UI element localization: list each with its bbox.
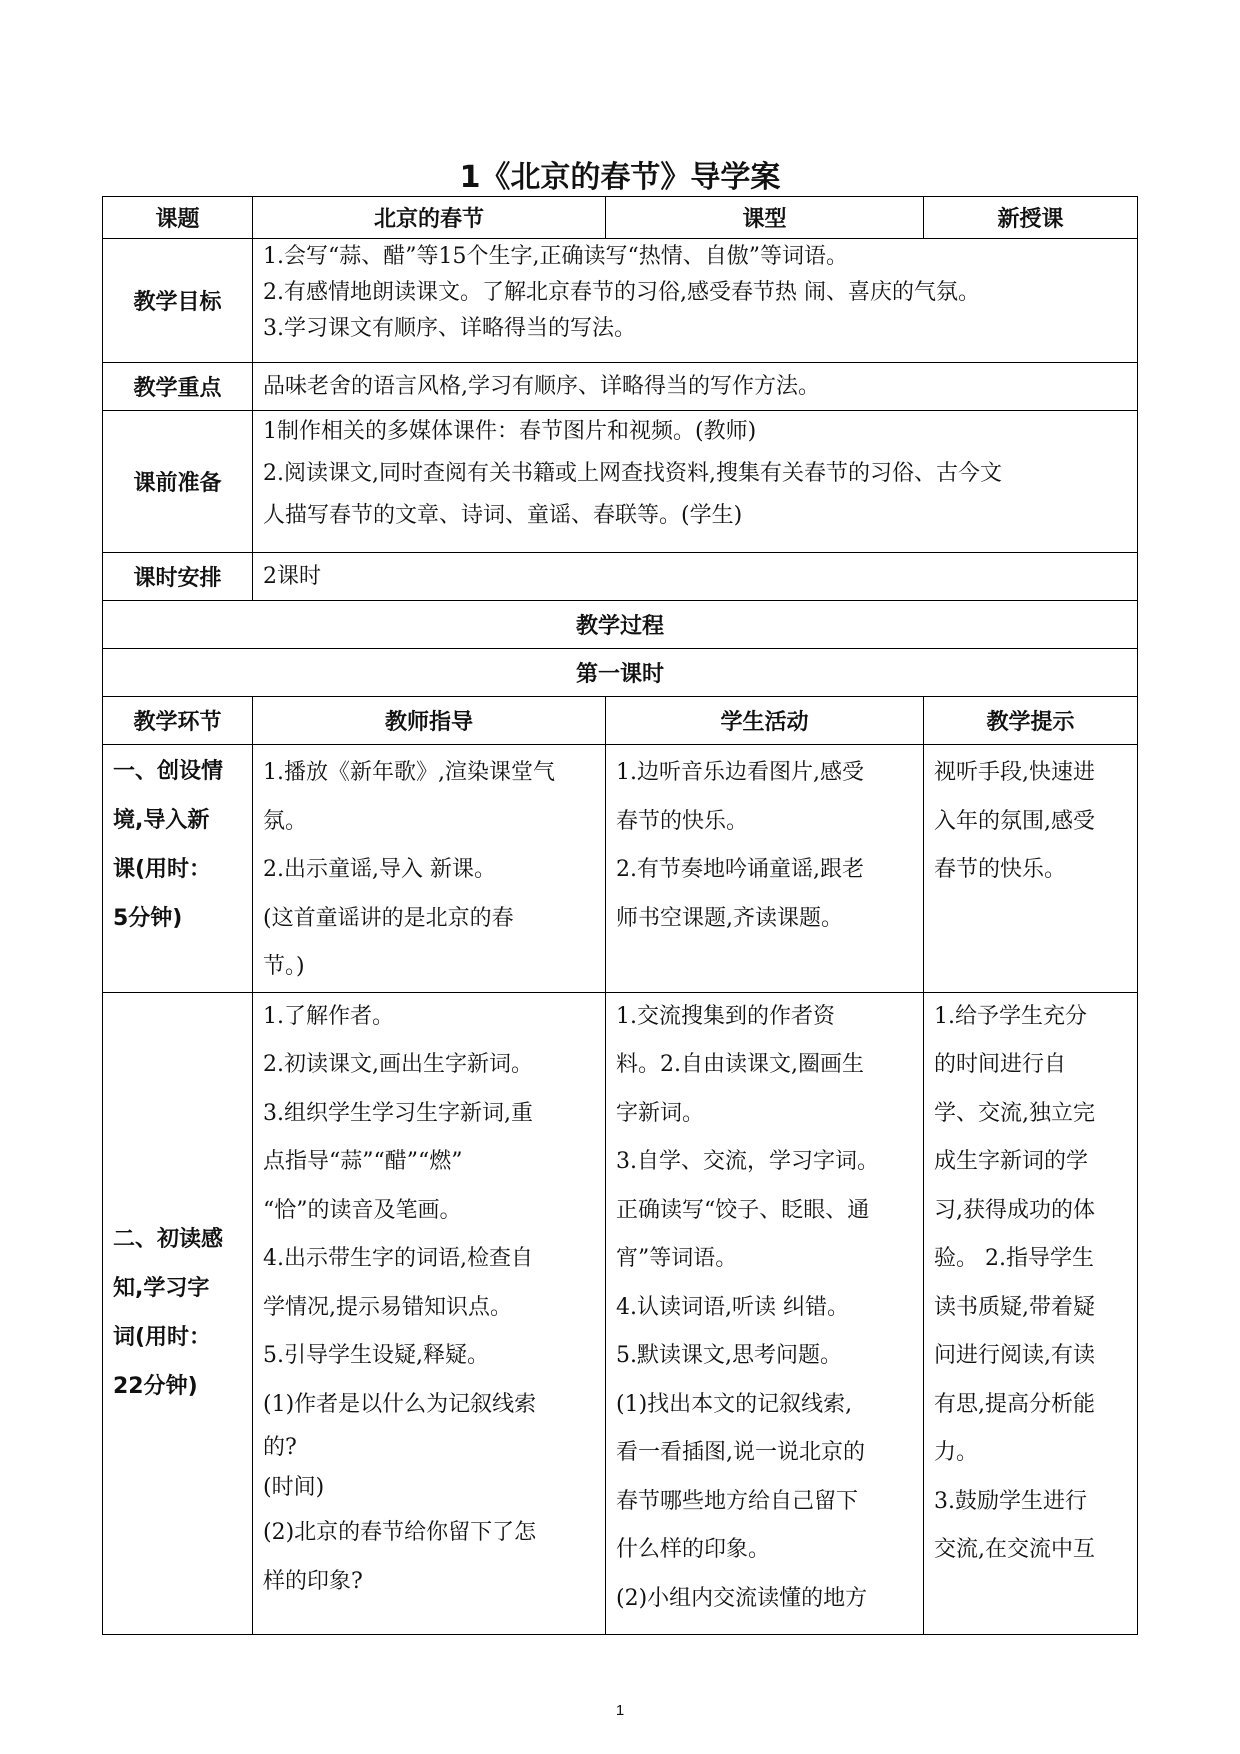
teacher-guidance: 1.播放《新年歌》,渲染课堂气 氛。 2.出示童谣,导入 新课。 (这首童谣讲的是北京的春 节。) (253, 745, 606, 993)
column-header: 学生活动 (606, 697, 924, 745)
column-header-row (103, 697, 1138, 745)
focus-value: 品味老舍的语言风格,学习有顺序、详略得当的写作方法。 (253, 363, 1138, 411)
column-header: 教学提示 (924, 697, 1138, 745)
goal-item: 2.有感情地朗读课文。了解北京春节的习俗,感受春节热 闹、喜庆的气氛。 (263, 280, 980, 305)
lesson-heading-row (103, 649, 1138, 697)
focus-label: 教学重点 (103, 363, 253, 411)
student-activity: 1.交流搜集到的作者资 料。2.自由读课文,圈画生 字新词。 3.自学、交流，学习字词。 正确读写“饺子、眨眼、通 宵”等词语。 4.认读词语,听读 纠错。 5.默读课文,思考问题。 (1)找出本文的记叙线索, 看一看插图,说一说北京的 春节哪些地方给自己留下 什么样的印象。 (2)小组内交流读懂的地方 (606, 992, 924, 1634)
goals-row (103, 239, 1138, 363)
lesson-plan-table (102, 196, 1138, 1635)
prep-item: 2.阅读课文,同时查阅有关书籍或上网查找资料,搜集有关春节的习俗、古今文 (263, 461, 1002, 486)
column-header: 教师指导 (253, 697, 606, 745)
process-heading-row (103, 601, 1138, 649)
goal-item: 3.学习课文有顺序、详略得当的写法。 (263, 316, 636, 341)
page-number: 1 (615, 1702, 625, 1719)
prep-row (103, 411, 1138, 553)
focus-row (103, 363, 1138, 411)
prep-item: 1制作相关的多媒体课件：春节图片和视频。(教师) (263, 419, 757, 444)
type-label: 课型 (606, 197, 924, 239)
goal-item: 1.会写“蒜、醋”等15个生字,正确读写“热情、自傲”等词语。 (263, 244, 848, 269)
stage-name: 二、初读感 知,学习字 词(用时： 22分钟) (103, 992, 253, 1634)
hours-row (103, 553, 1138, 601)
stage-name: 一、创设情 境,导入新 课(用时： 5分钟) (103, 745, 253, 993)
document-title: 1《北京的春节》导学案 (459, 160, 781, 195)
prep-item: 人描写春节的文章、诗词、童谣、春联等。(学生) (263, 503, 743, 528)
stage-row (103, 992, 1138, 1634)
topic-value: 北京的春节 (253, 197, 606, 239)
hours-value: 2课时 (253, 553, 1138, 601)
teacher-guidance: 1.了解作者。 2.初读课文,画出生字新词。 3.组织学生学习生字新词,重 点指导“蒜”“醋”“燃” “恰”的读音及笔画。 4.出示带生字的词语,检查自 学情况,提示易错知识点。 5.引导学生设疑,释疑。 (1)作者是以什么为记叙线索 的? (时间) (2)北京的春节给你留下了怎 样的印象? (253, 992, 606, 1634)
teaching-tips: 1.给予学生充分 的时间进行自 学、交流,独立完 成生字新词的学 习,获得成功的体 验。 2.指导学生 读书质疑,带着疑 问进行阅读,有读 有思,提高分析能 力。 3.鼓励学生进行 交流,在交流中互 (924, 992, 1138, 1634)
lesson-heading: 第一课时 (103, 649, 1138, 697)
topic-row (103, 197, 1138, 239)
column-header: 教学环节 (103, 697, 253, 745)
goals-content (253, 239, 1138, 363)
student-activity: 1.边听音乐边看图片,感受 春节的快乐。 2.有节奏地吟诵童谣,跟老 师书空课题,齐读课题。 (606, 745, 924, 993)
prep-content (253, 411, 1138, 553)
teaching-tips: 视听手段,快速进 入年的氛围,感受 春节的快乐。 (924, 745, 1138, 993)
hours-label: 课时安排 (103, 553, 253, 601)
stage-row (103, 745, 1138, 993)
goals-label: 教学目标 (103, 239, 253, 363)
process-heading: 教学过程 (103, 601, 1138, 649)
prep-label: 课前准备 (103, 411, 253, 553)
type-value: 新授课 (924, 197, 1138, 239)
topic-label: 课题 (103, 197, 253, 239)
